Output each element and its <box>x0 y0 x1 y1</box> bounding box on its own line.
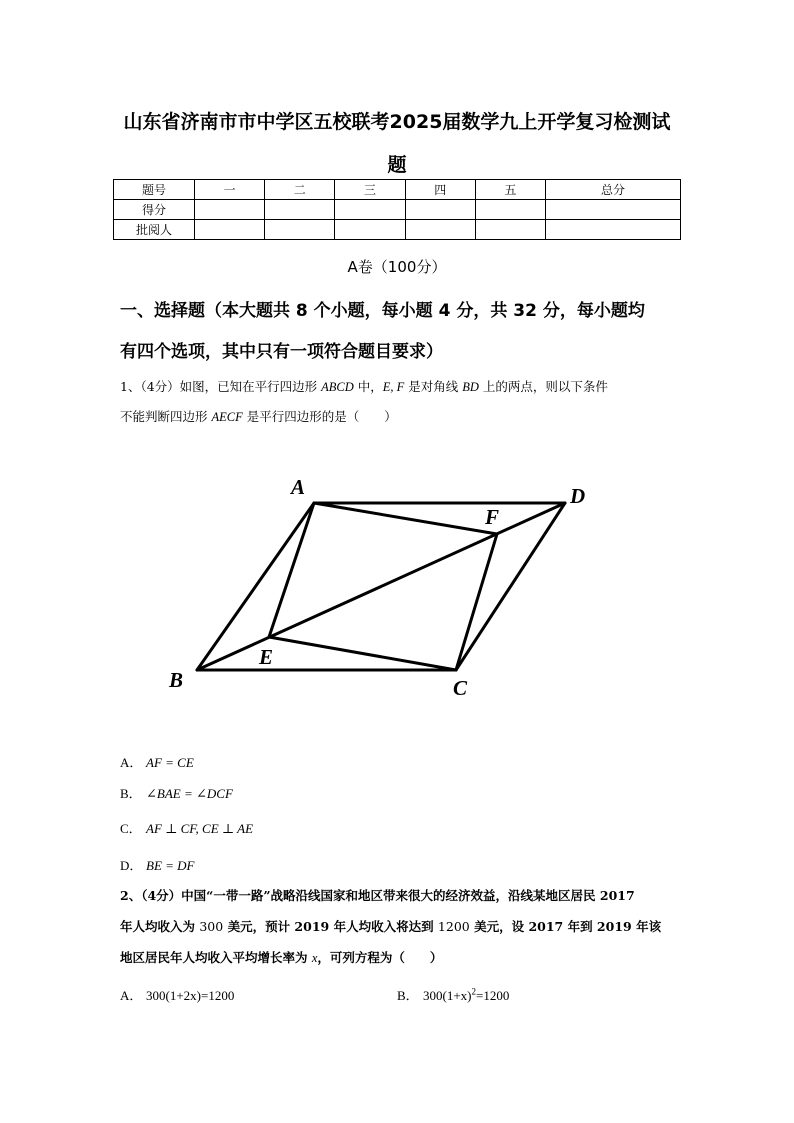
exam-title-line2: 题 <box>387 154 407 176</box>
vertex-label-d: D <box>570 484 586 508</box>
option-letter: B． <box>120 786 142 801</box>
segment-af <box>314 503 500 534</box>
q1-text: 1、（4分）如图，已知在平行四边形 <box>120 379 322 394</box>
score-header-cell: 五 <box>475 180 545 200</box>
score-row-label: 得分 <box>114 200 195 220</box>
option-letter: B． <box>397 988 419 1003</box>
q1-text: 上的两点，则以下条件 <box>478 379 608 394</box>
q1-option-a[interactable] <box>120 752 194 771</box>
q2-text: 美元，设 2017 年到 2019 年该 <box>469 919 662 934</box>
score-header-cell: 题号 <box>114 180 195 200</box>
option-text: BE = DF <box>146 858 195 873</box>
q1-option-c[interactable] <box>120 818 253 837</box>
section-heading-line2: 有四个选项，其中只有一项符合题目要求） <box>120 342 443 362</box>
q1-math: ABCD <box>321 380 354 394</box>
q2-stem-line2 <box>120 917 661 935</box>
q1-math: AECF <box>211 410 243 424</box>
option-text: 300(1+2x)=1200 <box>146 988 235 1003</box>
q1-option-d[interactable] <box>120 855 194 874</box>
score-header-cell: 二 <box>265 180 335 200</box>
q2-stem-line1: 2、（4分）中国“一带一路”战略沿线国家和地区带来很大的经济效益，沿线某地区居民 2017 <box>120 888 635 903</box>
q1-text: 不能判断四边形 <box>120 409 212 424</box>
vertex-label-a: A <box>291 475 306 499</box>
score-header-cell: 一 <box>195 180 265 200</box>
q2-math: x <box>311 951 318 965</box>
option-exponent: 2 <box>471 986 476 997</box>
section-heading-line1: 一、选择题（本大题共 8 个小题，每小题 4 分，共 32 分，每小题均 <box>120 301 645 321</box>
option-text: AF ⊥ CF, CE ⊥ AE <box>146 821 254 836</box>
score-header-cell: 三 <box>335 180 405 200</box>
segment-ec <box>269 637 456 670</box>
segment-fc <box>456 534 497 670</box>
q1-option-b[interactable] <box>120 783 233 802</box>
q2-text: 美元，预计 2019 年人均收入将达到 <box>223 919 438 934</box>
option-letter: A． <box>120 988 143 1003</box>
q2-option-b[interactable] <box>397 985 509 1004</box>
score-header-cell: 总分 <box>546 180 681 200</box>
q2-text: 年人均收入为 <box>120 919 200 934</box>
q2-number: 1200 <box>437 919 470 934</box>
q2-option-a[interactable] <box>120 985 234 1004</box>
q1-text: 中， <box>353 379 383 394</box>
option-letter: A． <box>120 755 143 770</box>
vertex-label-f: F <box>485 505 500 529</box>
q2-text: 地区居民年人均收入平均增长率为 <box>120 950 312 965</box>
q1-math: E, F <box>382 380 405 394</box>
vertex-label-b: B <box>169 668 184 692</box>
option-text: 300(1+x) <box>423 988 472 1003</box>
vertex-label-e: E <box>259 645 274 669</box>
q1-text: 是平行四边形的是（ ） <box>242 409 397 424</box>
score-row-label: 批阅人 <box>114 220 195 240</box>
option-text: AF = CE <box>146 755 194 770</box>
q2-text: ，可列方程为（ ） <box>317 950 443 965</box>
q2-stem-line3 <box>120 948 442 966</box>
q2-number: 300 <box>199 919 224 934</box>
exam-title-line1: 山东省济南市市中学区五校联考2025届数学九上开学复习检测试 <box>123 111 671 133</box>
option-text: ∠BAE = ∠DCF <box>146 786 233 801</box>
q1-math: BD <box>462 380 479 394</box>
option-text-tail: =1200 <box>476 988 510 1003</box>
section-a-title: A卷（100分） <box>347 258 447 276</box>
score-header-cell: 四 <box>405 180 475 200</box>
q1-text: 是对角线 <box>404 379 463 394</box>
option-letter: D． <box>120 858 143 873</box>
vertex-label-c: C <box>453 676 468 700</box>
segment-ae <box>269 503 314 637</box>
option-letter: C． <box>120 821 142 836</box>
